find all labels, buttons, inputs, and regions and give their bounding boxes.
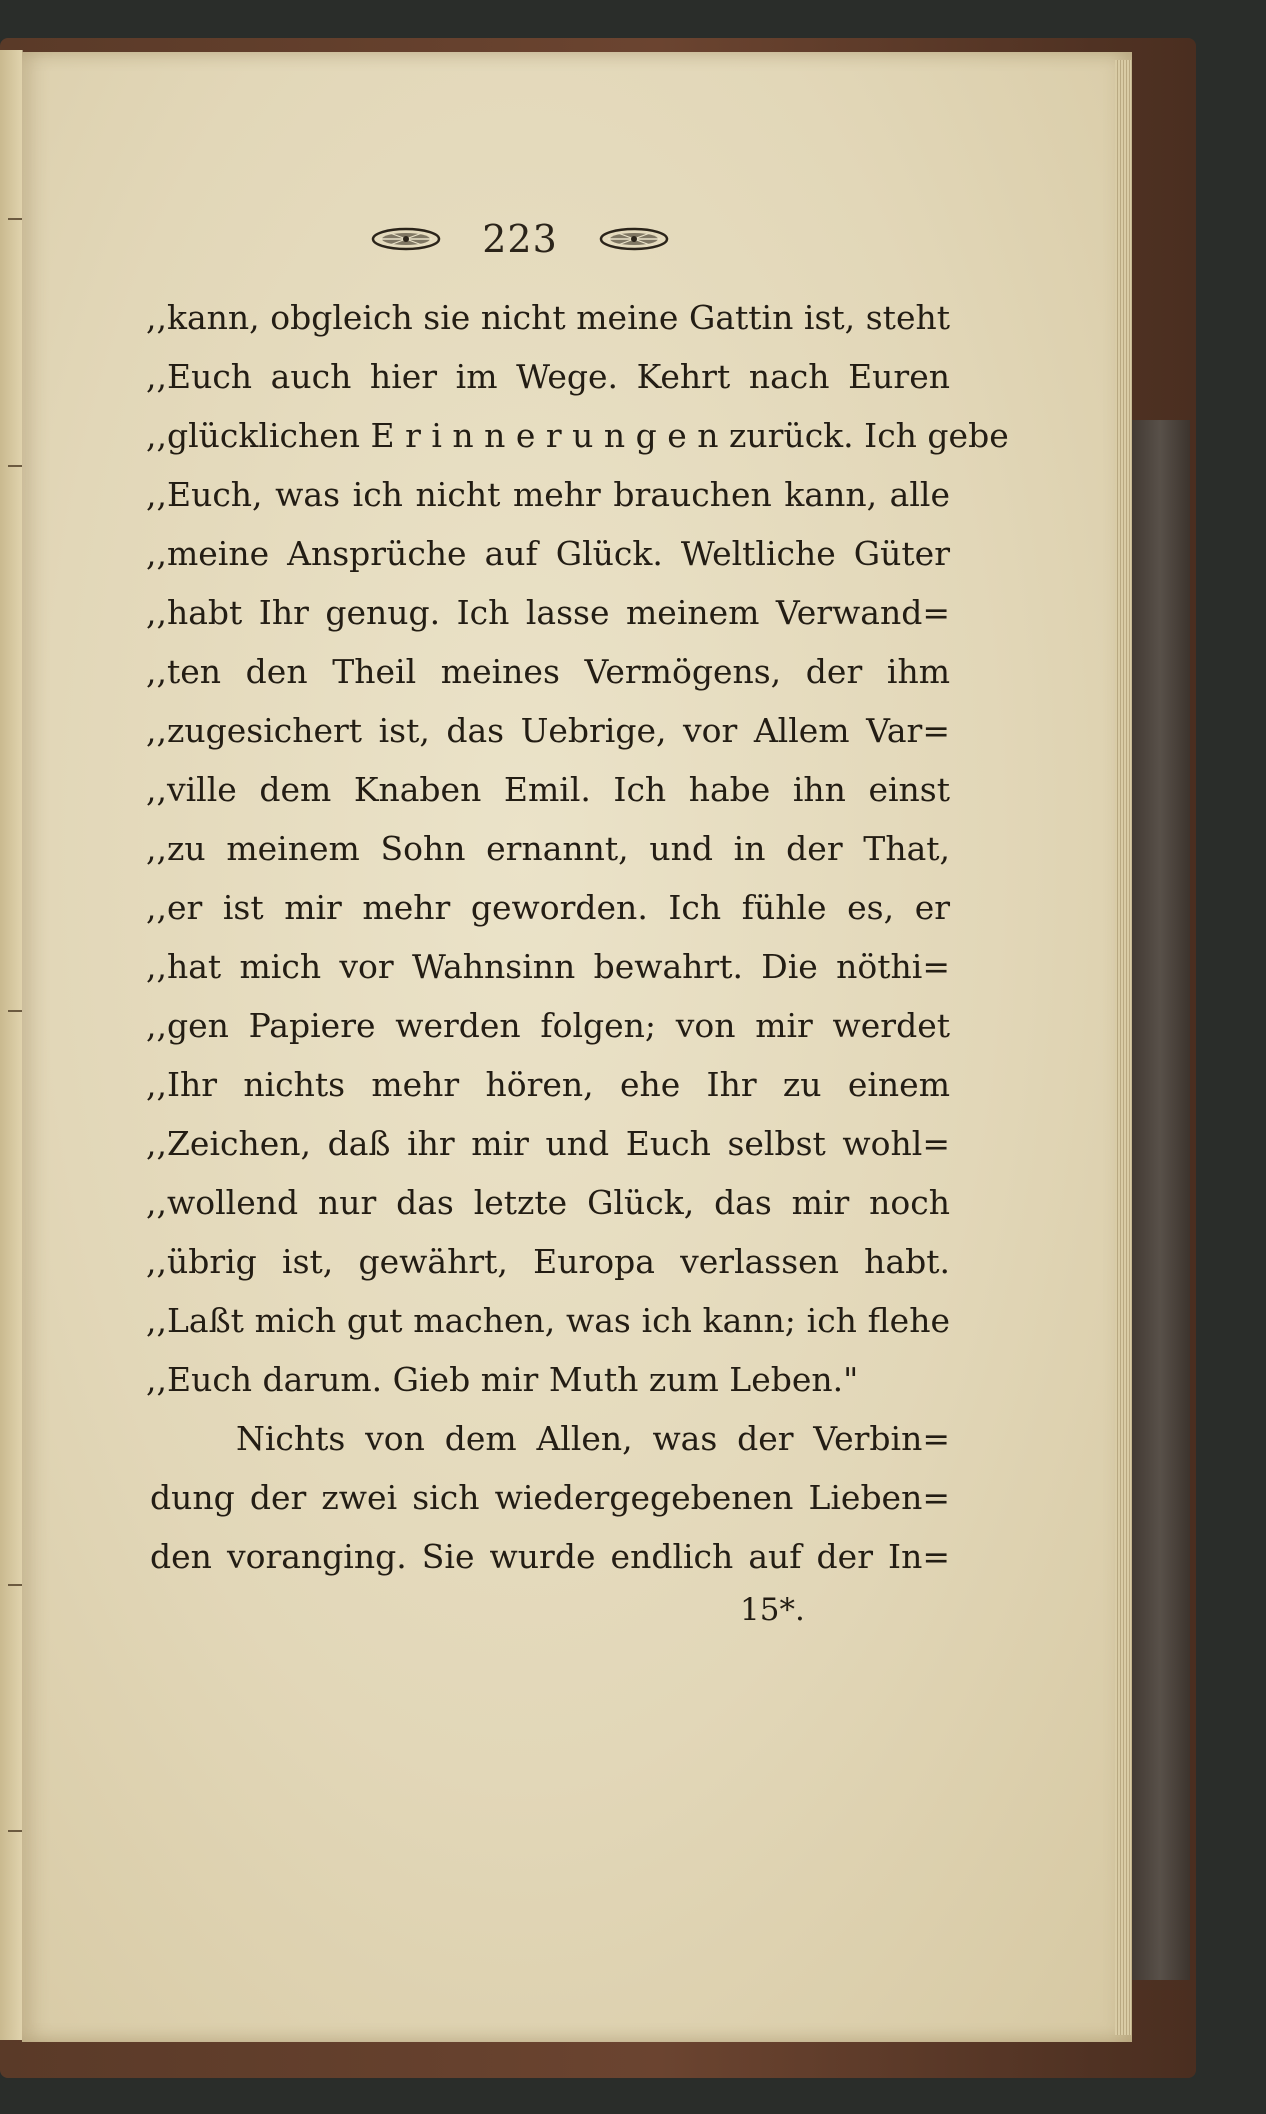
text-line: ,,gen Papiere werden folgen; von mir werdet xyxy=(146,1006,950,1045)
text-line: ,,Ihr nichts mehr hören, ehe Ihr zu einem xyxy=(146,1065,950,1104)
previous-page-edge xyxy=(0,50,23,2040)
text-line: ,,meine Ansprüche auf Glück. Weltliche Güter xyxy=(146,534,950,573)
text-line: dung der zwei sich wiedergegebenen Lieben= xyxy=(150,1478,950,1517)
text-line: ,,glücklichen E r i n n e r u n g e n zurück. Ich gebe xyxy=(146,416,1009,455)
text-line: ,,zugesichert ist, das Uebrige, vor Allem Var= xyxy=(146,711,950,750)
text-line: ,,Zeichen, daß ihr mir und Euch selbst wohl= xyxy=(146,1124,950,1163)
text-line: ,,hat mich vor Wahnsinn bewahrt. Die nöthi= xyxy=(146,947,950,986)
page-number: 223 xyxy=(482,217,558,261)
text-line: ,,habt Ihr genug. Ich lasse meinem Verwand= xyxy=(146,593,950,632)
text-line: ,,ville dem Knaben Emil. Ich habe ihn einst xyxy=(146,770,950,809)
text-line: ,,Euch auch hier im Wege. Kehrt nach Euren xyxy=(146,357,950,396)
printer-signature-mark: 15*. xyxy=(740,1592,805,1628)
page-block-edge xyxy=(1115,60,1131,2035)
text-line: ,,zu meinem Sohn ernannt, und in der That, xyxy=(146,829,950,868)
text-line: ,,Laßt mich gut machen, was ich kann; ich flehe xyxy=(146,1301,950,1340)
page-header xyxy=(370,214,670,264)
text-line: ,,Euch, was ich nicht mehr brauchen kann, alle xyxy=(146,475,950,514)
text-line: ,,Euch darum. Gieb mir Muth zum Leben." xyxy=(146,1360,859,1399)
page-body-text xyxy=(146,288,1009,1586)
text-line: ,,ten den Theil meines Vermögens, der ihm xyxy=(146,652,950,691)
text-line: den voranging. Sie wurde endlich auf der In= xyxy=(150,1537,950,1576)
text-line: ,,kann, obgleich sie nicht meine Gattin ist, steht xyxy=(146,298,950,337)
cover-spine-strip xyxy=(1130,420,1190,1980)
flower-ornament-icon xyxy=(598,226,670,252)
flower-ornament-icon xyxy=(370,226,442,252)
text-line: ,,wollend nur das letzte Glück, das mir noch xyxy=(146,1183,950,1222)
text-line: ,,er ist mir mehr geworden. Ich fühle es, er xyxy=(146,888,950,927)
text-line: ,,übrig ist, gewährt, Europa verlassen habt. xyxy=(146,1242,950,1281)
text-line: Nichts von dem Allen, was der Verbin= xyxy=(236,1419,950,1458)
